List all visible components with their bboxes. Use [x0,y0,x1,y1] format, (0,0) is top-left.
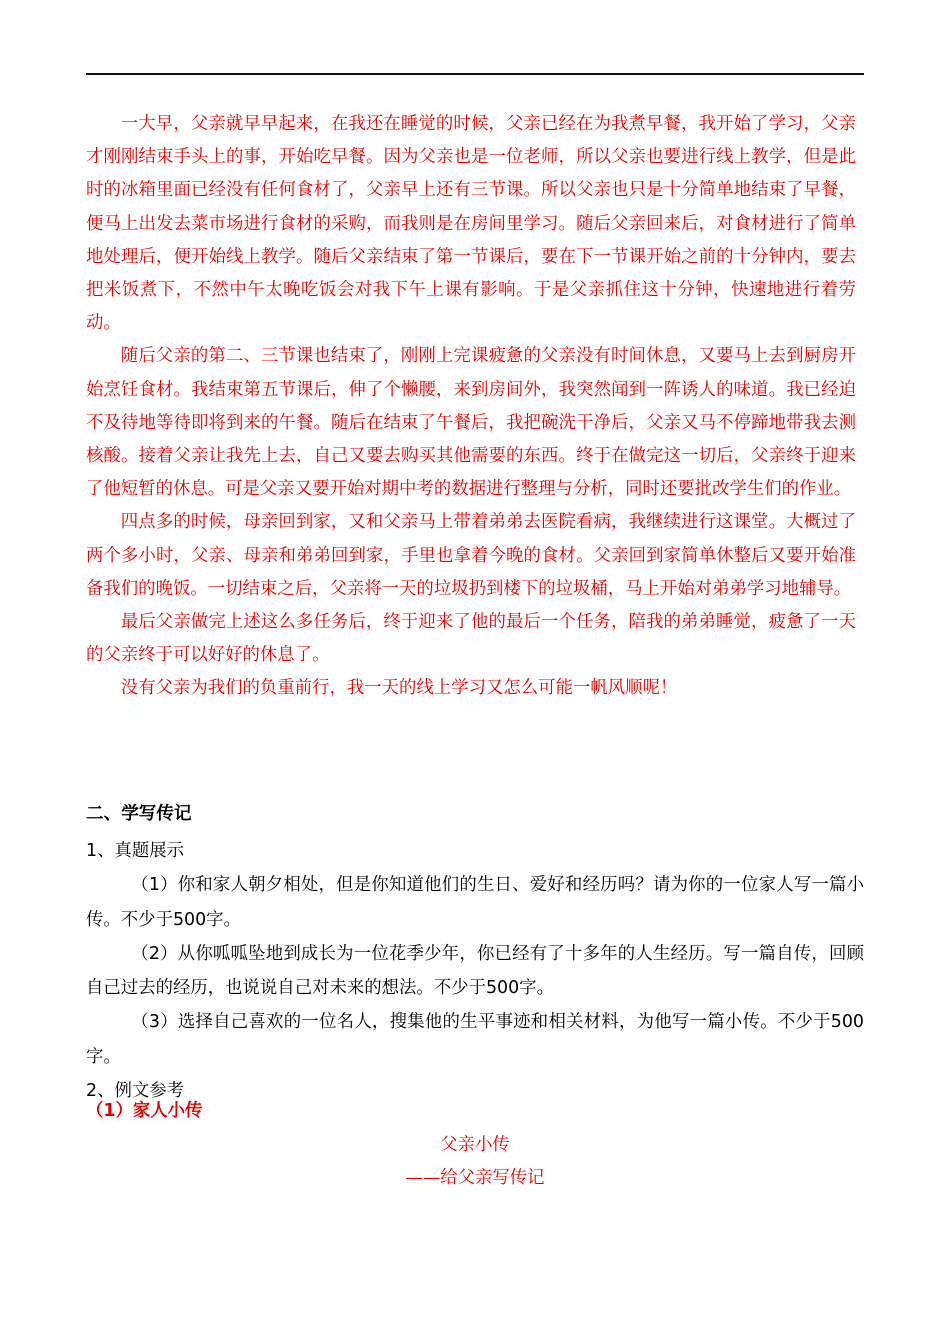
prompt-item: （2）从你呱呱坠地到成长为一位花季少年，你已经有了十多年的人生经历。写一篇自传，回顾自己过去的经历，也说说自己对未来的想法。不少于500字。 [86,943,864,999]
item-heading: 2、例文参考 [86,1081,185,1102]
essay-subtitle: ——给父亲写传记 [405,1168,545,1188]
item-heading: 1、真题展示 [86,841,185,861]
prompt-item: （3）选择自己喜欢的一位名人，搜集他的生平事迹和相关材料，为他写一篇小传。不少于500字。 [86,1012,864,1067]
essay-body [86,108,856,706]
essay-paragraph: 没有父亲为我们的负重前行，我一天的线上学习又怎么可能一帆风顺呢！ [120,678,678,699]
essay-paragraph: 一大早，父亲就早早起来，在我还在睡觉的时候，父亲已经在为我煮早餐，我开始了学习，父亲才刚刚结束手头上的事，开始吃早餐。因为父亲也是一位老师，所以父亲也要进行线上教学，但是此时的冰箱里面已经没有任何食材了，父亲早上还有三节课。所以父亲也只是十分简单地结束了早餐，便马上出发去菜市场进行食材的采购，而我则是在房间里学习。随后父亲回来后，对食材进行了简单地处理后，便开始线上教学。随后父亲结束了第一节课后，要在下一节课开始之前的十分钟内，要去把米饭煮下，不然中午太晚吃饭会对我下午上课有影响。于是父亲抓住这十分钟，快速地进行着劳动。 [86,114,856,334]
essay-paragraph: 最后父亲做完上述这么多任务后，终于迎来了他的最后一个任务，陪我的弟弟睡觉，疲惫了一天的父亲终于可以好好的休息了。 [86,612,856,666]
subheading: （1）家人小传 [86,1101,203,1121]
essay-paragraph: 随后父亲的第二、三节课也结束了，刚刚上完课疲惫的父亲没有时间休息，又要马上去到厨房开始烹饪食材。我结束第五节课后，伸了个懒腰，来到房间外，我突然闻到一阵诱人的味道。我已经迫不及待地等待即将到来的午餐。随后在结束了午餐后，我把碗洗干净后，父亲又马不停蹄地带我去测核酸。接着父亲让我先上去，自己又要去购买其他需要的东西。终于在做完这一切后，父亲终于迎来了他短暂的休息。可是父亲又要开始对期中考的数据进行整理与分析，同时还要批改学生们的作业。 [86,346,856,500]
essay-title: 父亲小传 [440,1135,510,1155]
prompt-item: （1）你和家人朝夕相处，但是你知道他们的生日、爱好和经历吗？请为你的一位家人写一篇小传。不少于500字。 [86,875,864,930]
essay-paragraph: 四点多的时候，母亲回到家，又和父亲马上带着弟弟去医院看病，我继续进行这课堂。大概过了两个多小时，父亲、母亲和弟弟回到家，手里也拿着今晚的食材。父亲回到家简单休整后又要开始准备我们的晚饭。一切结束之后，父亲将一天的垃圾扔到楼下的垃圾桶，马上开始对弟弟学习地辅导。 [86,512,856,599]
section-heading: 二、学写传记 [86,804,192,824]
header-rule [86,73,864,75]
prompts-block [86,834,864,1108]
